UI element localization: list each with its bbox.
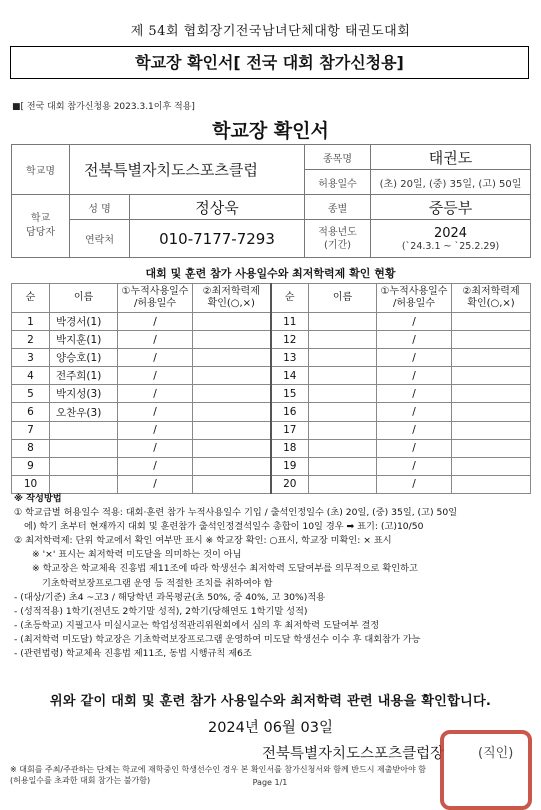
row-no: 17: [271, 421, 309, 439]
row-no: 14: [271, 367, 309, 385]
row-no: 20: [271, 475, 309, 493]
col-days-right: ①누적사용일수 /허용일수: [377, 284, 452, 313]
contact-label: 연락처: [70, 220, 130, 258]
row-check: [452, 421, 531, 439]
row-name: [50, 439, 118, 457]
row-days: /: [118, 421, 193, 439]
bottom-note-2: (허용일수를 초과한 대회 참가는 불가함): [10, 776, 151, 785]
notes: [14, 492, 529, 661]
row-name: 오찬우(3): [50, 403, 118, 421]
col-no-right: 순: [271, 284, 309, 313]
allowed-value: (초) 20일, (중) 35일, (고) 50일: [371, 170, 531, 195]
table-row: [12, 313, 531, 331]
signer-org: 전북특별자치도스포츠클럽장: [262, 746, 445, 762]
row-no: 6: [12, 403, 50, 421]
row-days: /: [377, 313, 452, 331]
row-name: [50, 457, 118, 475]
table-row: [12, 439, 531, 457]
table-row: [12, 385, 531, 403]
row-check: [193, 421, 271, 439]
bottom-note: ※ 대회를 주최/주관하는 단체는 학교에 재학중인 학생선수인 경우 본 확인서를 참가신청서와 함께 반드시 제출받아야 함: [10, 765, 426, 774]
note-1a: ① 학교급별 허용일수 적용: 대회·훈련 참가 누적사용일수 기입 / 출석인정일수 (초) 20일, (중) 35일, (고) 50일: [14, 507, 458, 519]
page-number: Page 1/1: [252, 778, 288, 787]
row-check: [452, 457, 531, 475]
history-title: 대회 및 훈련 참가 사용일수와 최저학력제 확인 현황: [145, 267, 396, 280]
row-name: 박지성(3): [50, 385, 118, 403]
note-9: - (관련법령) 학교체육 진흥법 제11조, 동법 시행규칙 제6조: [14, 648, 252, 660]
row-check: [193, 367, 271, 385]
row-days: /: [118, 313, 193, 331]
row-name: [309, 439, 377, 457]
row-check: [193, 385, 271, 403]
row-check: [193, 403, 271, 421]
col-check-right: ②최저학력제 확인(○,×): [452, 284, 531, 313]
row-check: [452, 313, 531, 331]
row-no: 2: [12, 331, 50, 349]
col-days: ①누적사용일수 /허용일수: [118, 284, 193, 313]
table-row: [12, 367, 531, 385]
row-check: [193, 313, 271, 331]
row-no: 11: [271, 313, 309, 331]
row-no: 9: [12, 457, 50, 475]
row-check: [452, 475, 531, 493]
row-days: /: [377, 403, 452, 421]
row-no: 13: [271, 349, 309, 367]
row-days: /: [118, 439, 193, 457]
sign-date: 2024년 06월 03일: [207, 720, 334, 736]
row-no: 4: [12, 367, 50, 385]
row-days: /: [118, 457, 193, 475]
row-no: 3: [12, 349, 50, 367]
col-check: ②최저학력제 확인(○,×): [193, 284, 271, 313]
note-2: ② 최저학력제: 단위 학교에서 확인 여부만 표시 ※ 학교장 확인: ○표시, 학교장 미확인: × 표시: [14, 535, 392, 547]
manager-label: 학교 담당자: [12, 195, 70, 258]
division-value: 중등부: [371, 195, 531, 220]
row-name: [309, 421, 377, 439]
row-days: /: [377, 331, 452, 349]
row-days: /: [377, 457, 452, 475]
note-1b: 에) 학기 초부터 현재까지 대회 및 훈련참가 출석인정결석일수 총합이 10일 경우 ➡ 표기: (고)10/50: [24, 521, 424, 533]
row-name: [309, 403, 377, 421]
row-name: [309, 349, 377, 367]
row-days: /: [118, 331, 193, 349]
row-no: 7: [12, 421, 50, 439]
row-check: [193, 331, 271, 349]
note-3: ※ '×' 표시는 최저학력 미도달을 의미하는 것이 아님: [32, 549, 242, 561]
row-check: [193, 457, 271, 475]
seal-label: (직인): [478, 746, 514, 761]
table-row: [12, 403, 531, 421]
col-name: 이름: [50, 284, 118, 313]
table-row: [12, 457, 531, 475]
row-check: [452, 403, 531, 421]
row-no: 19: [271, 457, 309, 475]
row-check: [193, 475, 271, 493]
row-check: [193, 439, 271, 457]
col-no: 순: [12, 284, 50, 313]
row-name: [309, 331, 377, 349]
row-days: /: [118, 475, 193, 493]
row-check: [452, 349, 531, 367]
info-table: [11, 144, 531, 258]
year-value: 2024: [433, 225, 468, 241]
row-no: 10: [12, 475, 50, 493]
row-name: 양승호(1): [50, 349, 118, 367]
table-row: [12, 331, 531, 349]
row-check: [452, 439, 531, 457]
row-no: 18: [271, 439, 309, 457]
form-note: ■[ 전국 대회 참가신청용 2023.3.1이후 적용]: [12, 102, 195, 112]
row-check: [193, 349, 271, 367]
row-days: /: [118, 385, 193, 403]
confirm-statement: 위와 같이 대회 및 훈련 참가 사용일수와 최저학력 관련 내용을 확인합니다.: [49, 694, 492, 709]
division-label: 종별: [305, 195, 371, 220]
row-days: /: [377, 439, 452, 457]
row-name: 박경서(1): [50, 313, 118, 331]
year-cell: [371, 220, 531, 258]
school-value: 전북특별자치도스포츠클럽: [70, 145, 305, 195]
notes-heading: ※ 작성방법: [14, 493, 62, 504]
row-name: 전주희(1): [50, 367, 118, 385]
note-8: - (최저학력 미도달) 학교장은 기초학력보장프로그램 운영하여 미도달 학생선수 이수 후 대회참가 가능: [14, 633, 421, 645]
school-label: 학교명: [12, 145, 70, 195]
note-4a: ※ 학교장은 학교체육 진흥법 제11조에 따라 학생선수 최저학력 도달여부를 의무적으로 확인하고: [32, 563, 418, 575]
row-name: [309, 475, 377, 493]
row-check: [452, 385, 531, 403]
row-no: 8: [12, 439, 50, 457]
row-no: 1: [12, 313, 50, 331]
row-no: 5: [12, 385, 50, 403]
row-name: 박지훈(1): [50, 331, 118, 349]
row-days: /: [377, 475, 452, 493]
row-days: /: [377, 421, 452, 439]
event-title: 제 54회 협회장기전국남녀단체대항 태권도대회: [130, 24, 411, 39]
row-name: [50, 421, 118, 439]
contact-value: 010-7177-7293: [130, 220, 305, 258]
year-period: (`24.3.1 ~ `25.2.29): [401, 240, 500, 252]
history-table: [11, 283, 531, 494]
row-name: [309, 385, 377, 403]
row-name: [309, 457, 377, 475]
row-no: 15: [271, 385, 309, 403]
row-days: /: [377, 349, 452, 367]
row-no: 16: [271, 403, 309, 421]
form-banner: 학교장 확인서[ 전국 대회 참가신청용]: [10, 46, 529, 79]
row-name: [309, 313, 377, 331]
sport-value: 태권도: [371, 145, 531, 170]
row-days: /: [118, 349, 193, 367]
row-check: [452, 367, 531, 385]
row-days: /: [118, 403, 193, 421]
document-title: 학교장 확인서: [212, 120, 329, 142]
row-no: 12: [271, 331, 309, 349]
row-days: /: [377, 367, 452, 385]
note-7: - (초등학교) 지필고사 미실시교는 학업성적관리위원회에서 심의 후 최저학력 도달여부 결정: [14, 619, 380, 631]
row-days: /: [118, 367, 193, 385]
row-name: [50, 475, 118, 493]
name-value: 정상욱: [130, 195, 305, 220]
table-row: [12, 475, 531, 493]
allowed-label: 허용일수: [305, 170, 371, 195]
col-name-right: 이름: [309, 284, 377, 313]
name-label: 성 명: [70, 195, 130, 220]
row-name: [309, 367, 377, 385]
year-label: 적용년도 (기간): [305, 220, 371, 258]
sport-label: 종목명: [305, 145, 371, 170]
table-row: [12, 349, 531, 367]
note-5: - (대상/기준) 초4 ~고3 / 해당학년 과목평균(초 50%, 중 40%, 고 30%)적용: [14, 591, 326, 603]
row-check: [452, 331, 531, 349]
row-days: /: [377, 385, 452, 403]
table-row: [12, 421, 531, 439]
note-6: - (성적적용) 1학기(전년도 2학기말 성적), 2학기(당해연도 1학기말 성적): [14, 605, 308, 617]
note-4b: 기초학력보장프로그램 운영 등 적절한 조치를 취하여야 함: [42, 577, 273, 589]
